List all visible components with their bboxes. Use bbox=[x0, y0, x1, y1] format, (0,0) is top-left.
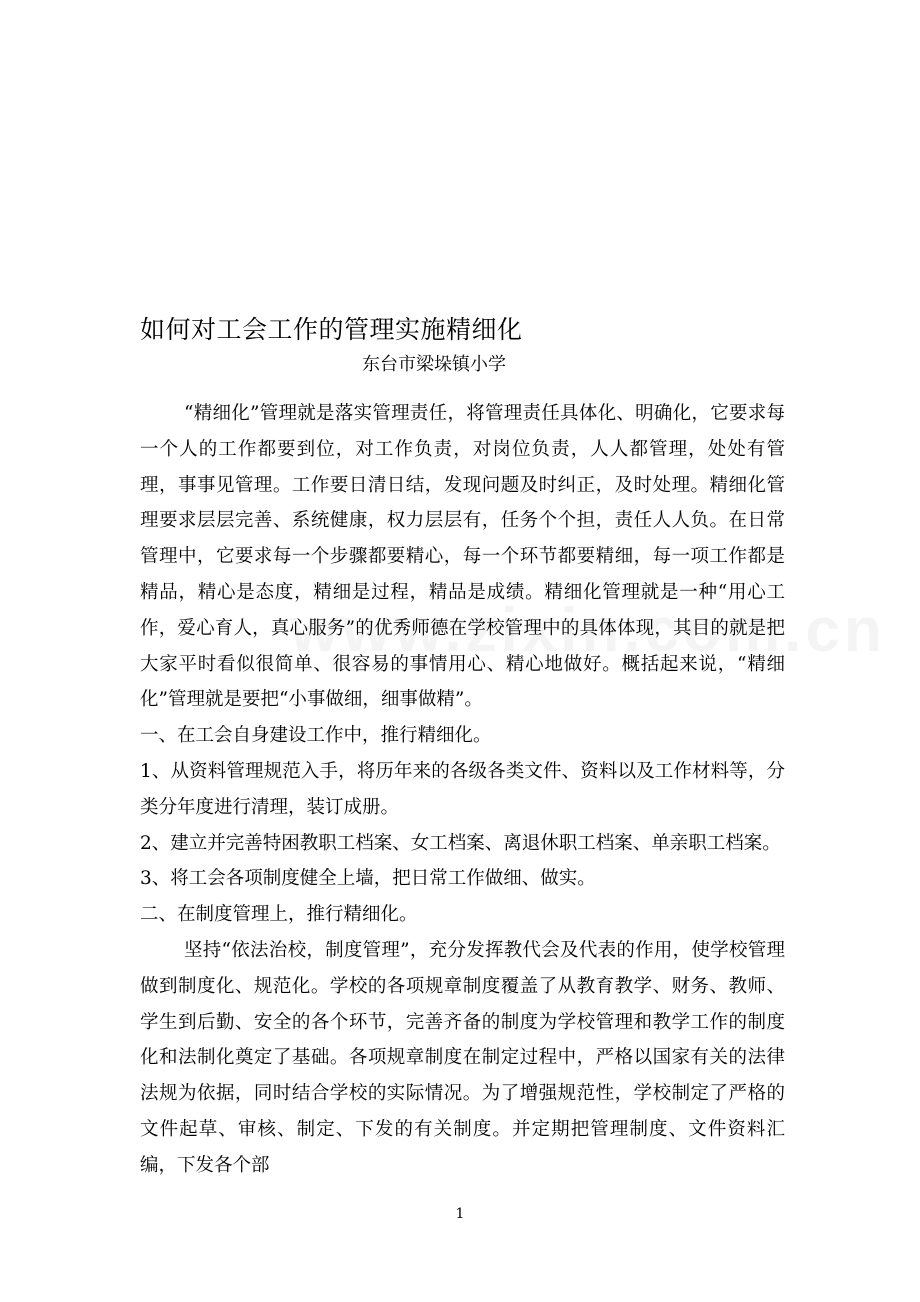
list-item-2: 2、建立并完善特困教职工档案、女工档案、离退休职工档案、单亲职工档案。 bbox=[140, 832, 781, 854]
document-body bbox=[140, 396, 785, 1184]
page-number: 1 bbox=[455, 1206, 465, 1222]
list-item-3: 3、将工会各项制度健全上墙，把日常工作做细、做实。 bbox=[140, 868, 596, 890]
intro-paragraph: “精细化”管理就是落实管理责任，将管理责任具体化、明确化，它要求每一个人的工作都要到位，对工作负责，对岗位负责，人人都管理，处处有管理，事事见管理。工作要日清日结，发现问题及时纠正，及时处理。精细化管理要求层层完善、系统健康，权力层层有，任务个个担，责任人人负。在日常管理中，它要求每一个步骤都要精心，每一个环节都要精细，每一项工作都是精品，精心是态度，精细是过程，精品是成绩。精细化管理就是一种“用心工作，爱心育人，真心服务”的优秀师德在学校管理中的具体体现，其目的就是把大家平时看似很简单、很容易的事情用心、精心地做好。概括起来说，“精细化”管理就是要把“小事做细，细事做精”。 bbox=[140, 403, 785, 711]
section-heading-1: 一、在工会自身建设工作中，推行精细化。 bbox=[140, 725, 492, 747]
document-title: 如何对工会工作的管理实施精细化 bbox=[140, 315, 523, 344]
section-heading-2: 二、在制度管理上，推行精细化。 bbox=[140, 904, 418, 926]
list-item-1: 1、从资料管理规范入手，将历年来的各级各类文件、资料以及工作材料等，分类分年度进行清理，装订成册。 bbox=[140, 760, 785, 818]
document-subtitle: 东台市梁垛镇小学 bbox=[362, 354, 506, 375]
section-2-paragraph: 坚持“依法治校，制度管理”，充分发挥教代会及代表的作用，使学校管理做到制度化、规范化。学校的各项规章制度覆盖了从教育教学、财务、教师、学生到后勤、安全的各个环节，完善齐备的制度为学校管理和教学工作的制度化和法制化奠定了基础。各项规章制度在制定过程中，严格以国家有关的法律法规为依据，同时结合学校的实际情况。为了增强规范性，学校制定了严格的文件起草、审核、制定、下发的有关制度。并定期把管理制度、文件资料汇编，下发各个部 bbox=[140, 939, 785, 1176]
